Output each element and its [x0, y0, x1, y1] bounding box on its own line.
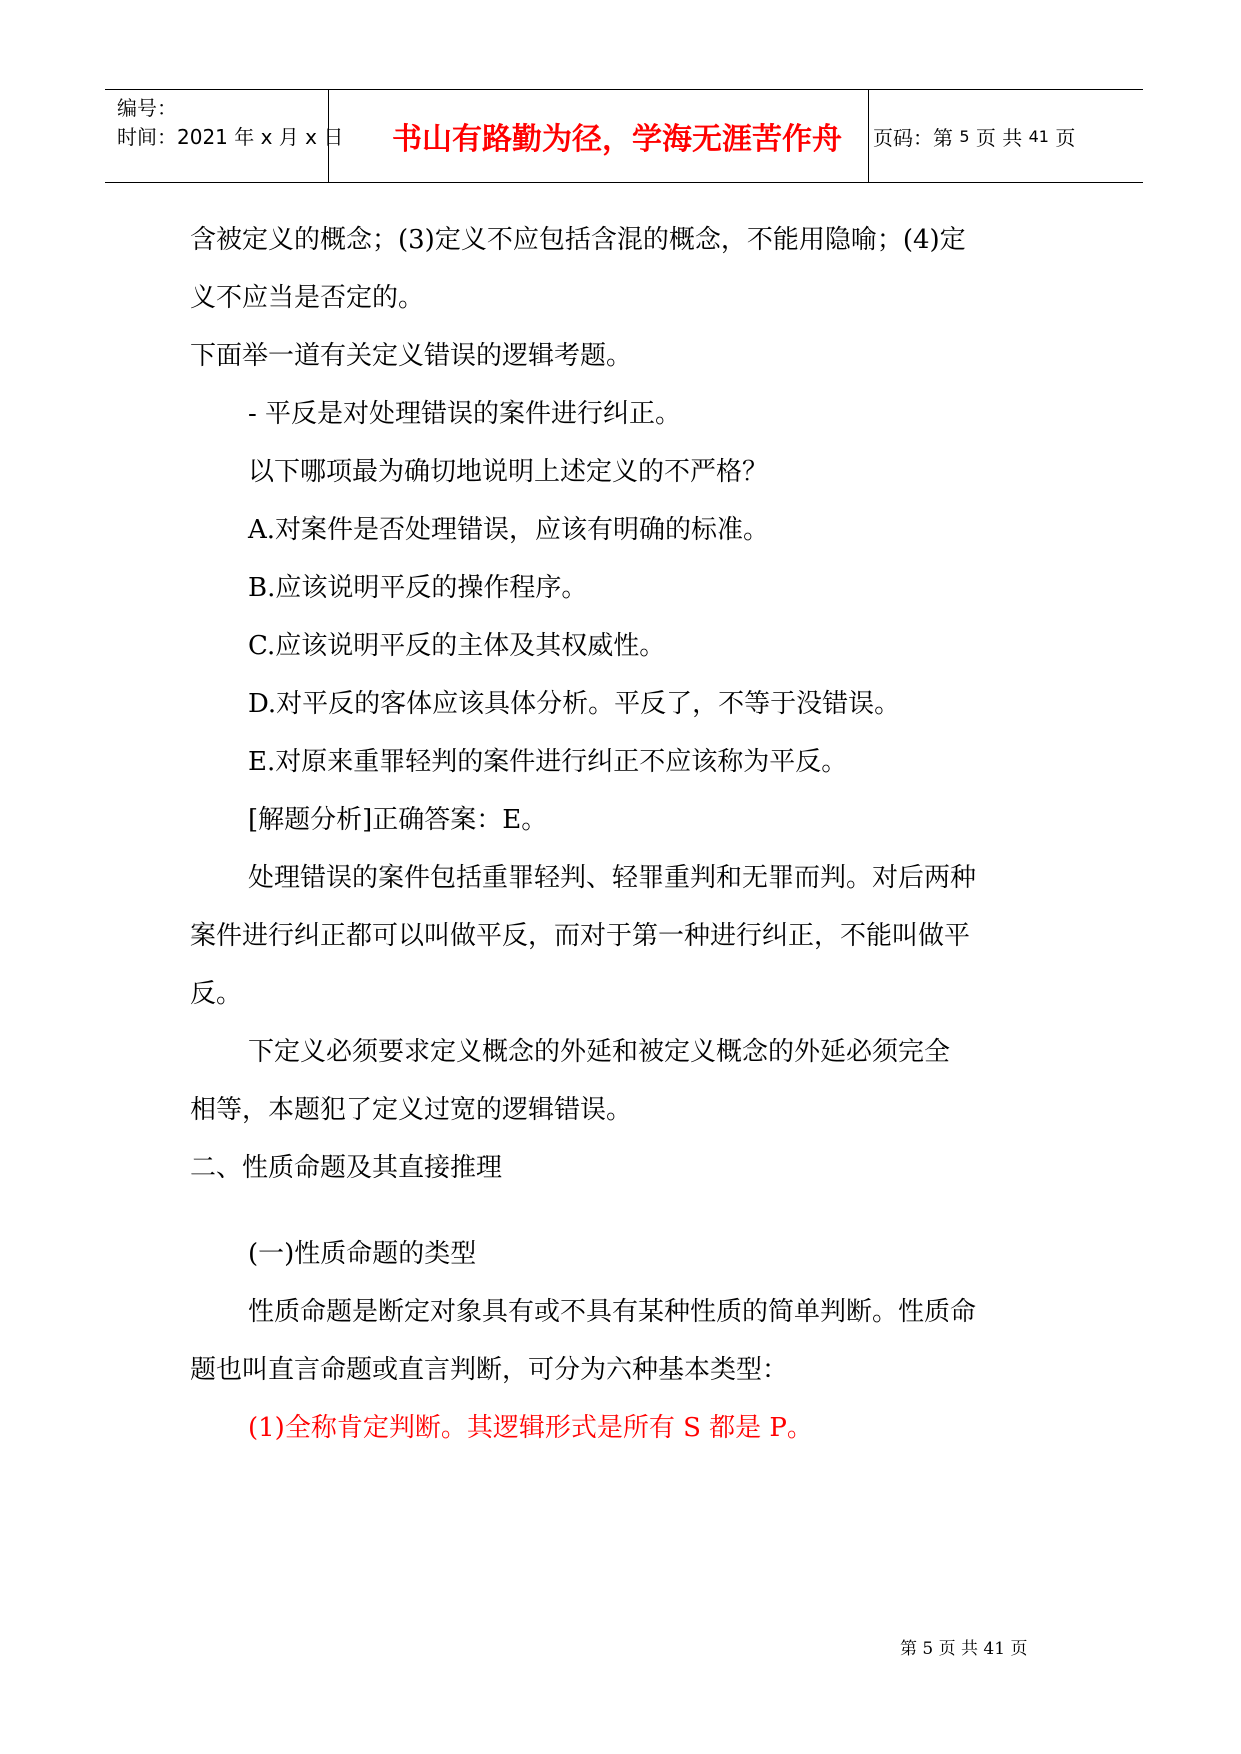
body-line: 案件进行纠正都可以叫做平反，而对于第一种进行纠正，不能叫做平 [190, 921, 971, 951]
body-line: 以下哪项最为确切地说明上述定义的不严格？ [248, 457, 769, 487]
answer-line: [解题分析]正确答案：E。 [248, 805, 548, 835]
body-line: 下面举一道有关定义错误的逻辑考题。 [190, 341, 633, 371]
page-footer: 第 5 页 共 41 页 [900, 1639, 1028, 1659]
page-prefix: 页码：第 [873, 125, 953, 150]
body-line: 处理错误的案件包括重罪轻判、轻罪重判和无罪而判。对后两种 [248, 863, 977, 893]
option-b: B.应该说明平反的操作程序。 [248, 573, 588, 603]
page-mid: 页 共 [975, 125, 1023, 150]
page-total: 41 [1028, 126, 1049, 146]
body-line: 性质命题是断定对象具有或不具有某种性质的简单判断。性质命 [248, 1297, 977, 1327]
option-c: C.应该说明平反的主体及其权威性。 [248, 631, 666, 661]
time-label: 时间：2021 年 x 月 x 日 [117, 125, 344, 149]
body-line: 题也叫直言命题或直言判断，可分为六种基本类型： [190, 1355, 789, 1385]
body-line: 下定义必须要求定义概念的外延和被定义概念的外延必须完全 [248, 1037, 951, 1067]
page-suffix: 页 [1055, 125, 1076, 150]
option-a: A.对案件是否处理错误，应该有明确的标准。 [248, 515, 770, 545]
page-number: 5 [959, 126, 970, 146]
serial-label: 编号： [117, 96, 177, 120]
header-motto: 书山有路勤为径，学海无涯苦作舟 [392, 122, 842, 157]
body-line: 相等，本题犯了定义过宽的逻辑错误。 [190, 1095, 633, 1125]
header-page-info [873, 90, 1075, 182]
body-line: - 平反是对处理错误的案件进行纠正。 [248, 399, 682, 429]
header-meta [117, 94, 343, 152]
option-d: D.对平反的客体应该具体分析。平反了，不等于没错误。 [248, 689, 901, 719]
highlight-line: (1)全称肯定判断。其逻辑形式是所有 S 都是 P。 [248, 1413, 813, 1443]
body-line: 反。 [190, 979, 243, 1009]
body-line: 含被定义的概念；(3)定义不应包括含混的概念，不能用隐喻；(4)定 [190, 225, 966, 255]
section-heading: 二、性质命题及其直接推理 [190, 1153, 503, 1183]
header-divider [868, 90, 869, 182]
subsection-heading: (一)性质命题的类型 [248, 1239, 477, 1269]
option-e: E.对原来重罪轻判的案件进行纠正不应该称为平反。 [248, 747, 848, 777]
page-header [105, 89, 1143, 183]
body-line: 义不应当是否定的。 [190, 283, 425, 313]
